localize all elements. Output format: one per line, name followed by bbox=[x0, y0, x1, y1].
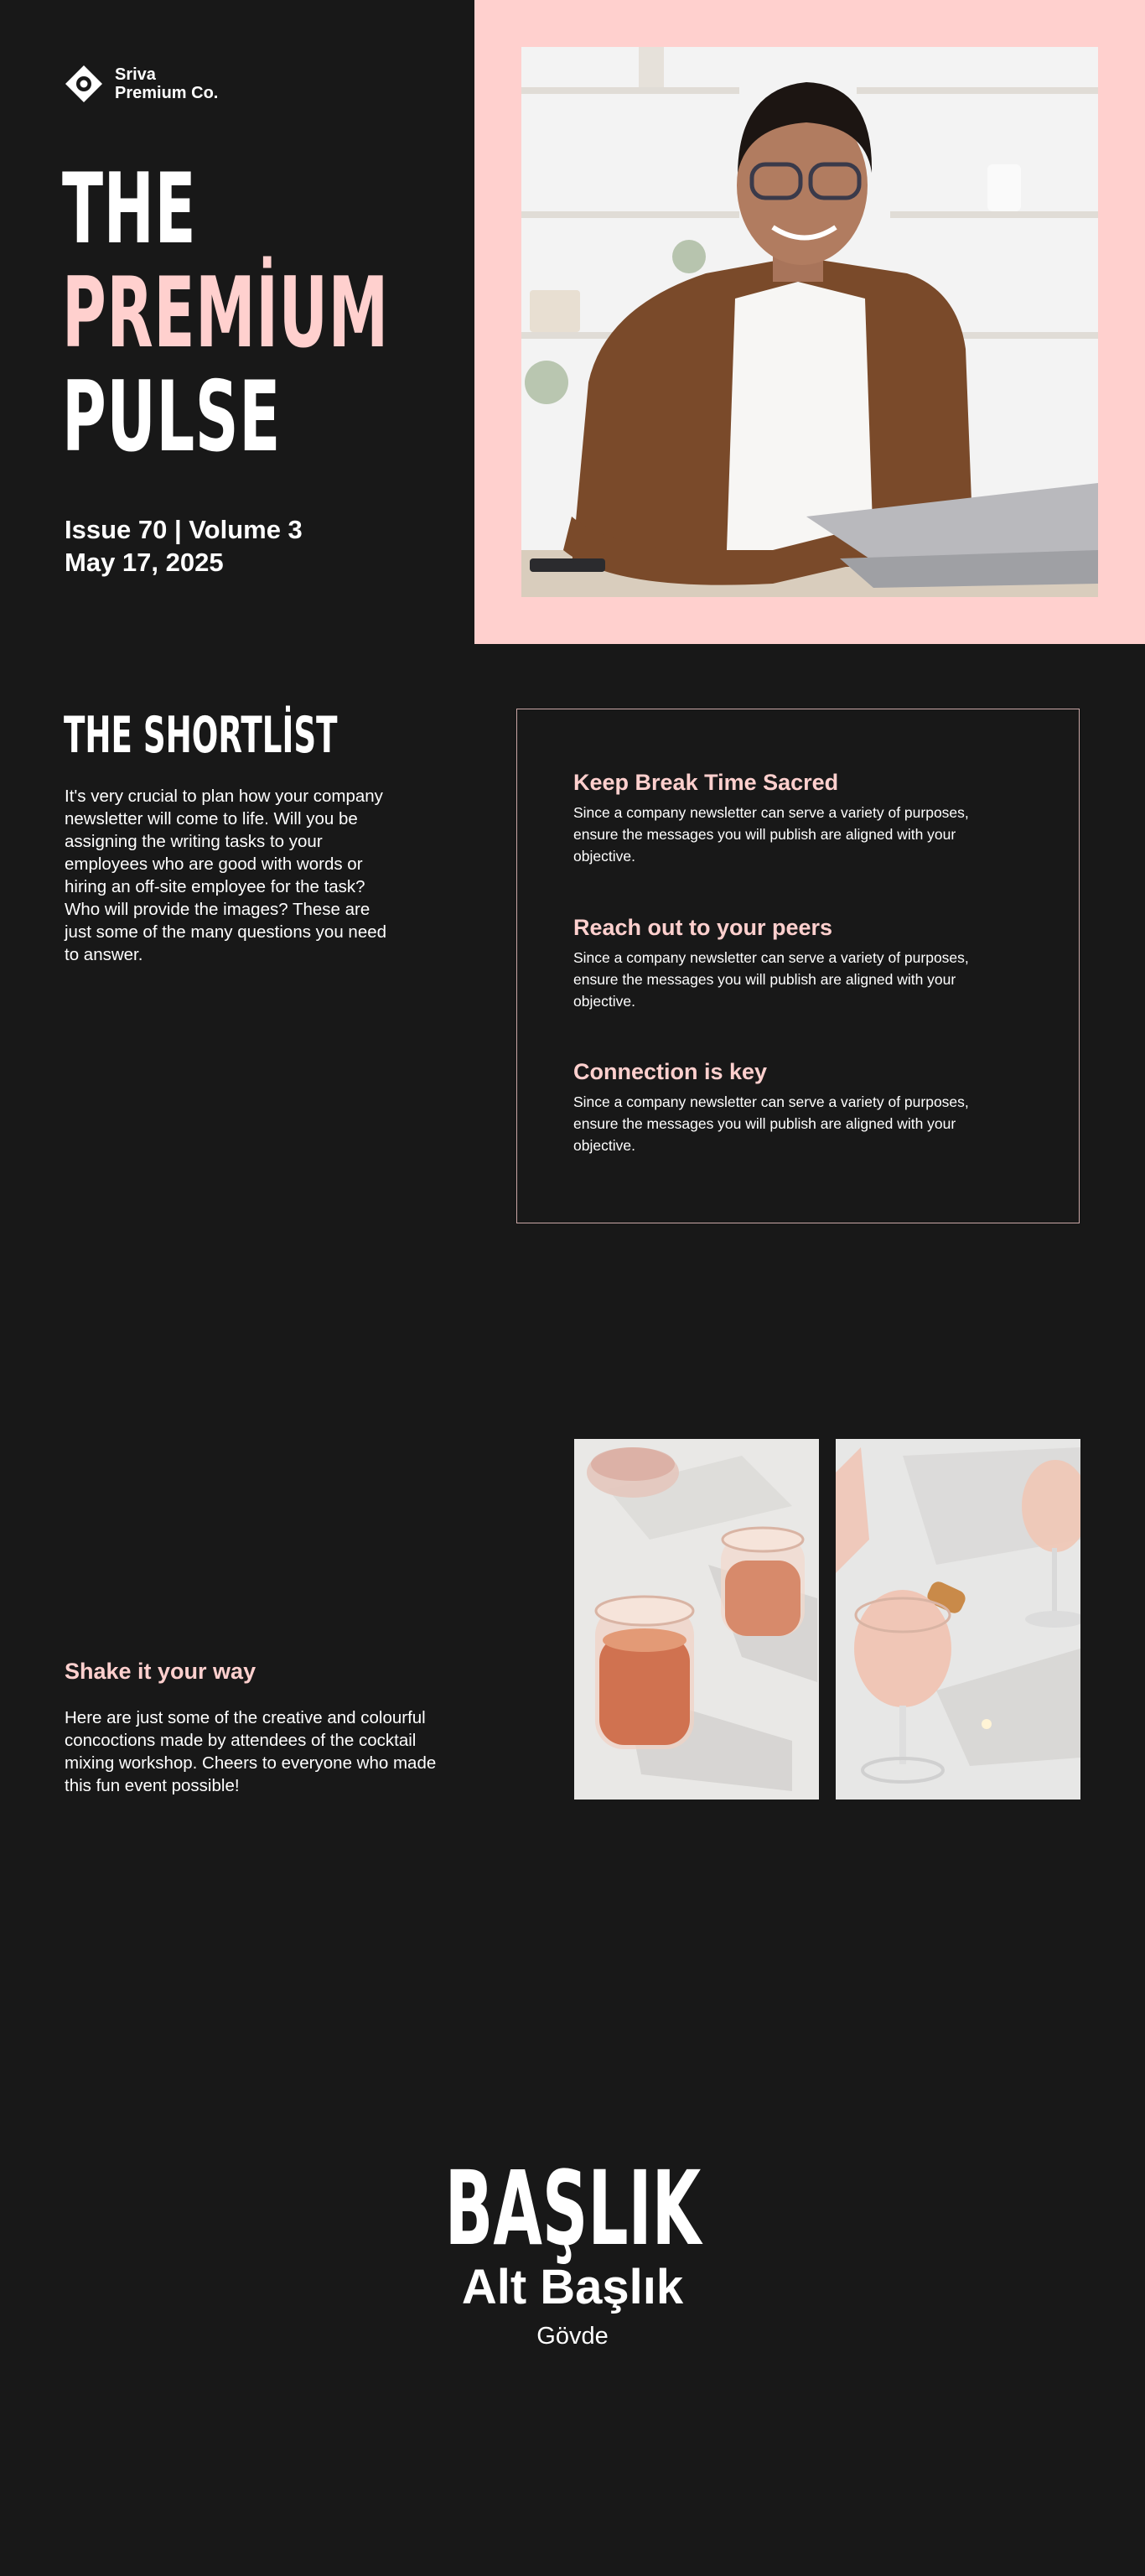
cocktail-body: Here are just some of the creative and colourful concoctions made by attendees of the cocktail mixing workshop. Cheers to everyone who made this fun event possible! bbox=[65, 1708, 437, 1795]
shortlist-item-title: Keep Break Time Sacred bbox=[573, 770, 839, 795]
shortlist-item bbox=[573, 913, 992, 1012]
footer-subheading: Alt Başlık bbox=[461, 2260, 684, 2314]
cocktail-photo-right bbox=[836, 1439, 1080, 1800]
shortlist-heading: THE SHORTLİST bbox=[64, 706, 338, 765]
brand-logo[interactable] bbox=[65, 65, 218, 103]
shortlist-intro: It's very crucial to plan how your company newsletter will come to life. Will you be assigning the writing tasks to your employees who are good with words or hiring an off-site employee for the task? Who will provide the images? These are just some of the many questions you need to answer. bbox=[65, 787, 387, 964]
title-line-the: THE bbox=[62, 153, 197, 266]
footer-heading-text: BAŞLIK bbox=[444, 2149, 701, 2268]
shortlist-item-title: Reach out to your peers bbox=[573, 915, 833, 940]
cocktail-title: Shake it your way bbox=[65, 1659, 256, 1684]
brand-logo-icon bbox=[65, 65, 103, 103]
shortlist-item-desc: Since a company newsletter can serve a variety of purposes, ensure the messages you will publish are aligned with your objective. bbox=[573, 1093, 969, 1154]
footer-heading bbox=[0, 2149, 1145, 2268]
shortlist-item-title: Connection is key bbox=[573, 1059, 768, 1084]
brand-name bbox=[115, 65, 218, 102]
newsletter-title bbox=[62, 153, 389, 474]
brand-name-line2: Premium Co. bbox=[115, 84, 219, 102]
footer-body: Gövde bbox=[536, 2323, 609, 2350]
shortlist-item bbox=[573, 768, 992, 867]
hero-photo bbox=[521, 47, 1098, 597]
title-line-premium: PREMİUM bbox=[62, 257, 389, 370]
issue-date: May 17, 2025 bbox=[65, 548, 224, 577]
cocktail-photo-left bbox=[574, 1439, 819, 1800]
shortlist-box bbox=[516, 709, 1080, 1223]
issue-volume: Issue 70 | Volume 3 bbox=[65, 515, 303, 544]
title-line-pulse: PULSE bbox=[62, 361, 281, 474]
shortlist-item bbox=[573, 1057, 992, 1156]
brand-name-line1: Sriva bbox=[115, 65, 156, 84]
shortlist-item-desc: Since a company newsletter can serve a variety of purposes, ensure the messages you will publish are aligned with your objective. bbox=[573, 804, 969, 865]
issue-info bbox=[65, 513, 303, 579]
shortlist-item-desc: Since a company newsletter can serve a variety of purposes, ensure the messages you will publish are aligned with your objective. bbox=[573, 949, 969, 1010]
